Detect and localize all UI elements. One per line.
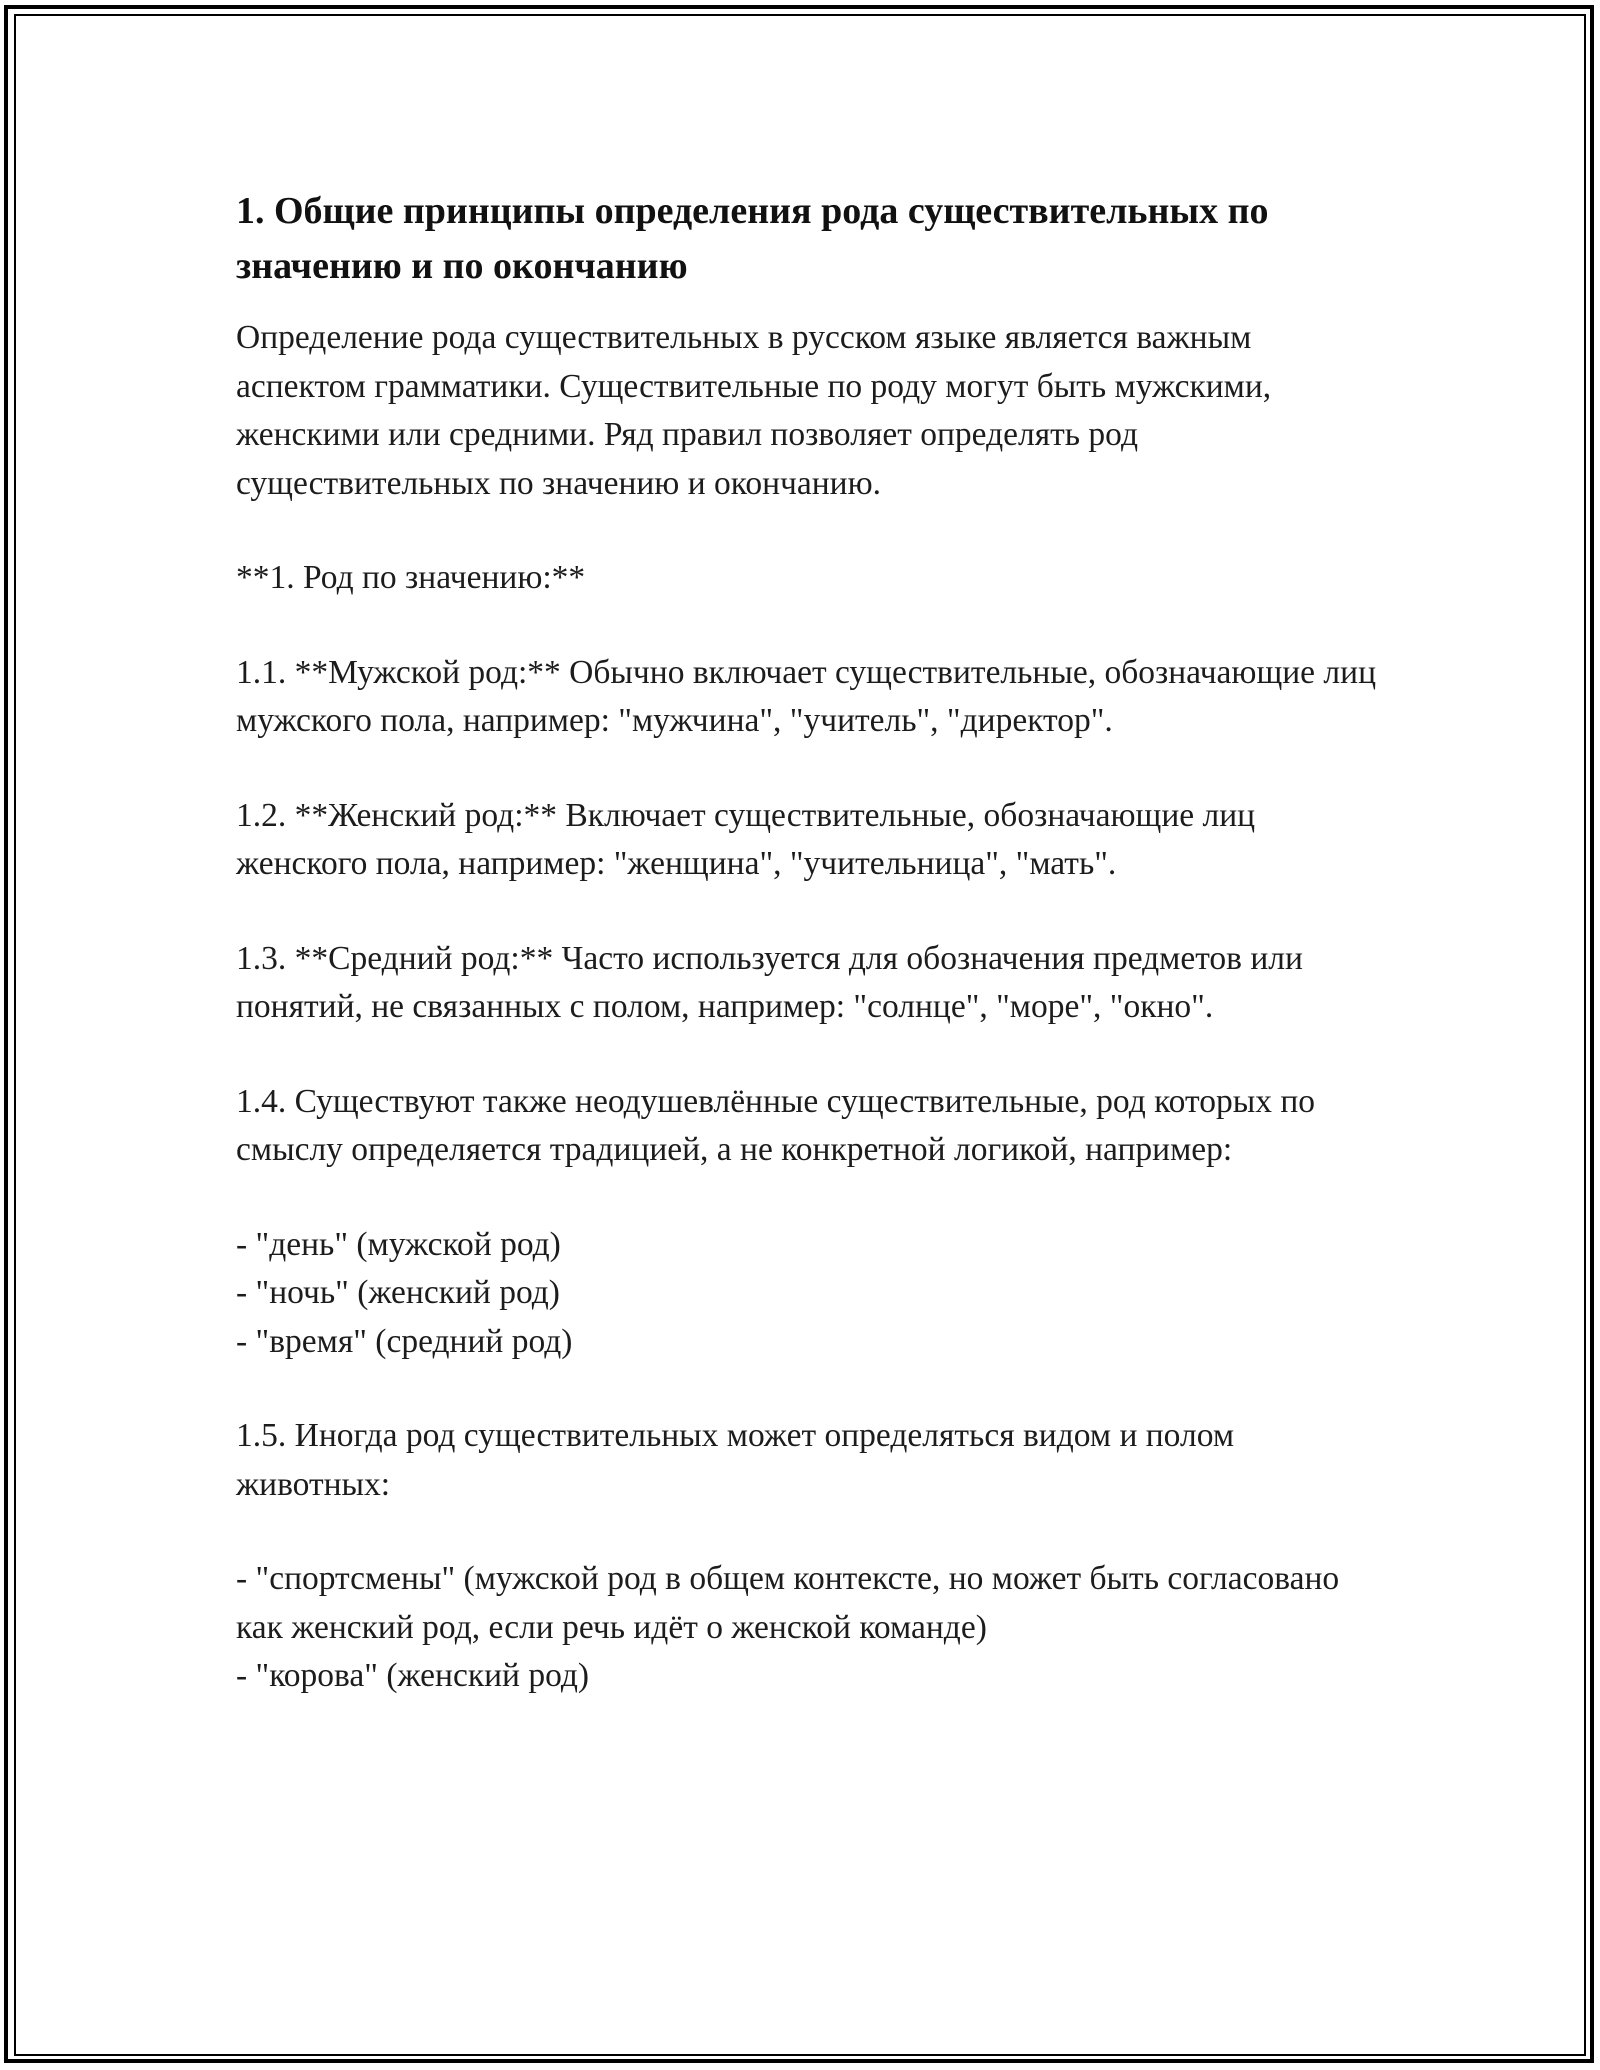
examples-list-1-5 (236, 1555, 1386, 1701)
list-item: - "день" (мужской род) (236, 1225, 561, 1263)
document-body (236, 184, 1386, 1701)
examples-list-1-4 (236, 1221, 1386, 1367)
paragraph-1-3: 1.3. **Средний род:** Часто используется для обозначения предметов или понятий, не связанных с полом, например: "солнце", "море", "окно". (236, 939, 1303, 1025)
paragraph-1-1: 1.1. **Мужской род:** Обычно включает существительные, обозначающие лиц мужского пола, например: "мужчина", "учитель", "директор". (236, 653, 1376, 739)
section-title: **1. Род по значению:** (236, 559, 586, 596)
paragraph-1-2: 1.2. **Женский род:** Включает существительные, обозначающие лиц женского пола, например: "женщина", "учительница", "мать". (236, 796, 1256, 882)
list-item: - "спортсмены" (мужской род в общем контексте, но может быть согласовано как женский род, если речь идёт о женской команде) (236, 1560, 1340, 1646)
list-item: - "время" (средний род) (236, 1322, 573, 1360)
list-item: - "ночь" (женский род) (236, 1274, 560, 1311)
paragraph-1-4: 1.4. Существуют также неодушевлённые существительные, род которых по смыслу определяется традицией, а не конкретной логикой, например: (236, 1082, 1316, 1168)
paragraph-1-5: 1.5. Иногда род существительных может определяться видом и полом животных: (236, 1417, 1235, 1503)
intro-paragraph: Определение рода существительных в русском языке является важным аспектом грамматики. Существительные по роду могут быть мужскими, женскими или средними. Ряд правил позволяет определять род существительных по значению и окончанию. (236, 319, 1272, 502)
list-item: - "корова" (женский род) (236, 1657, 590, 1694)
section-heading: 1. Общие принципы определения рода существительных по значению и по окончанию (236, 190, 1269, 287)
